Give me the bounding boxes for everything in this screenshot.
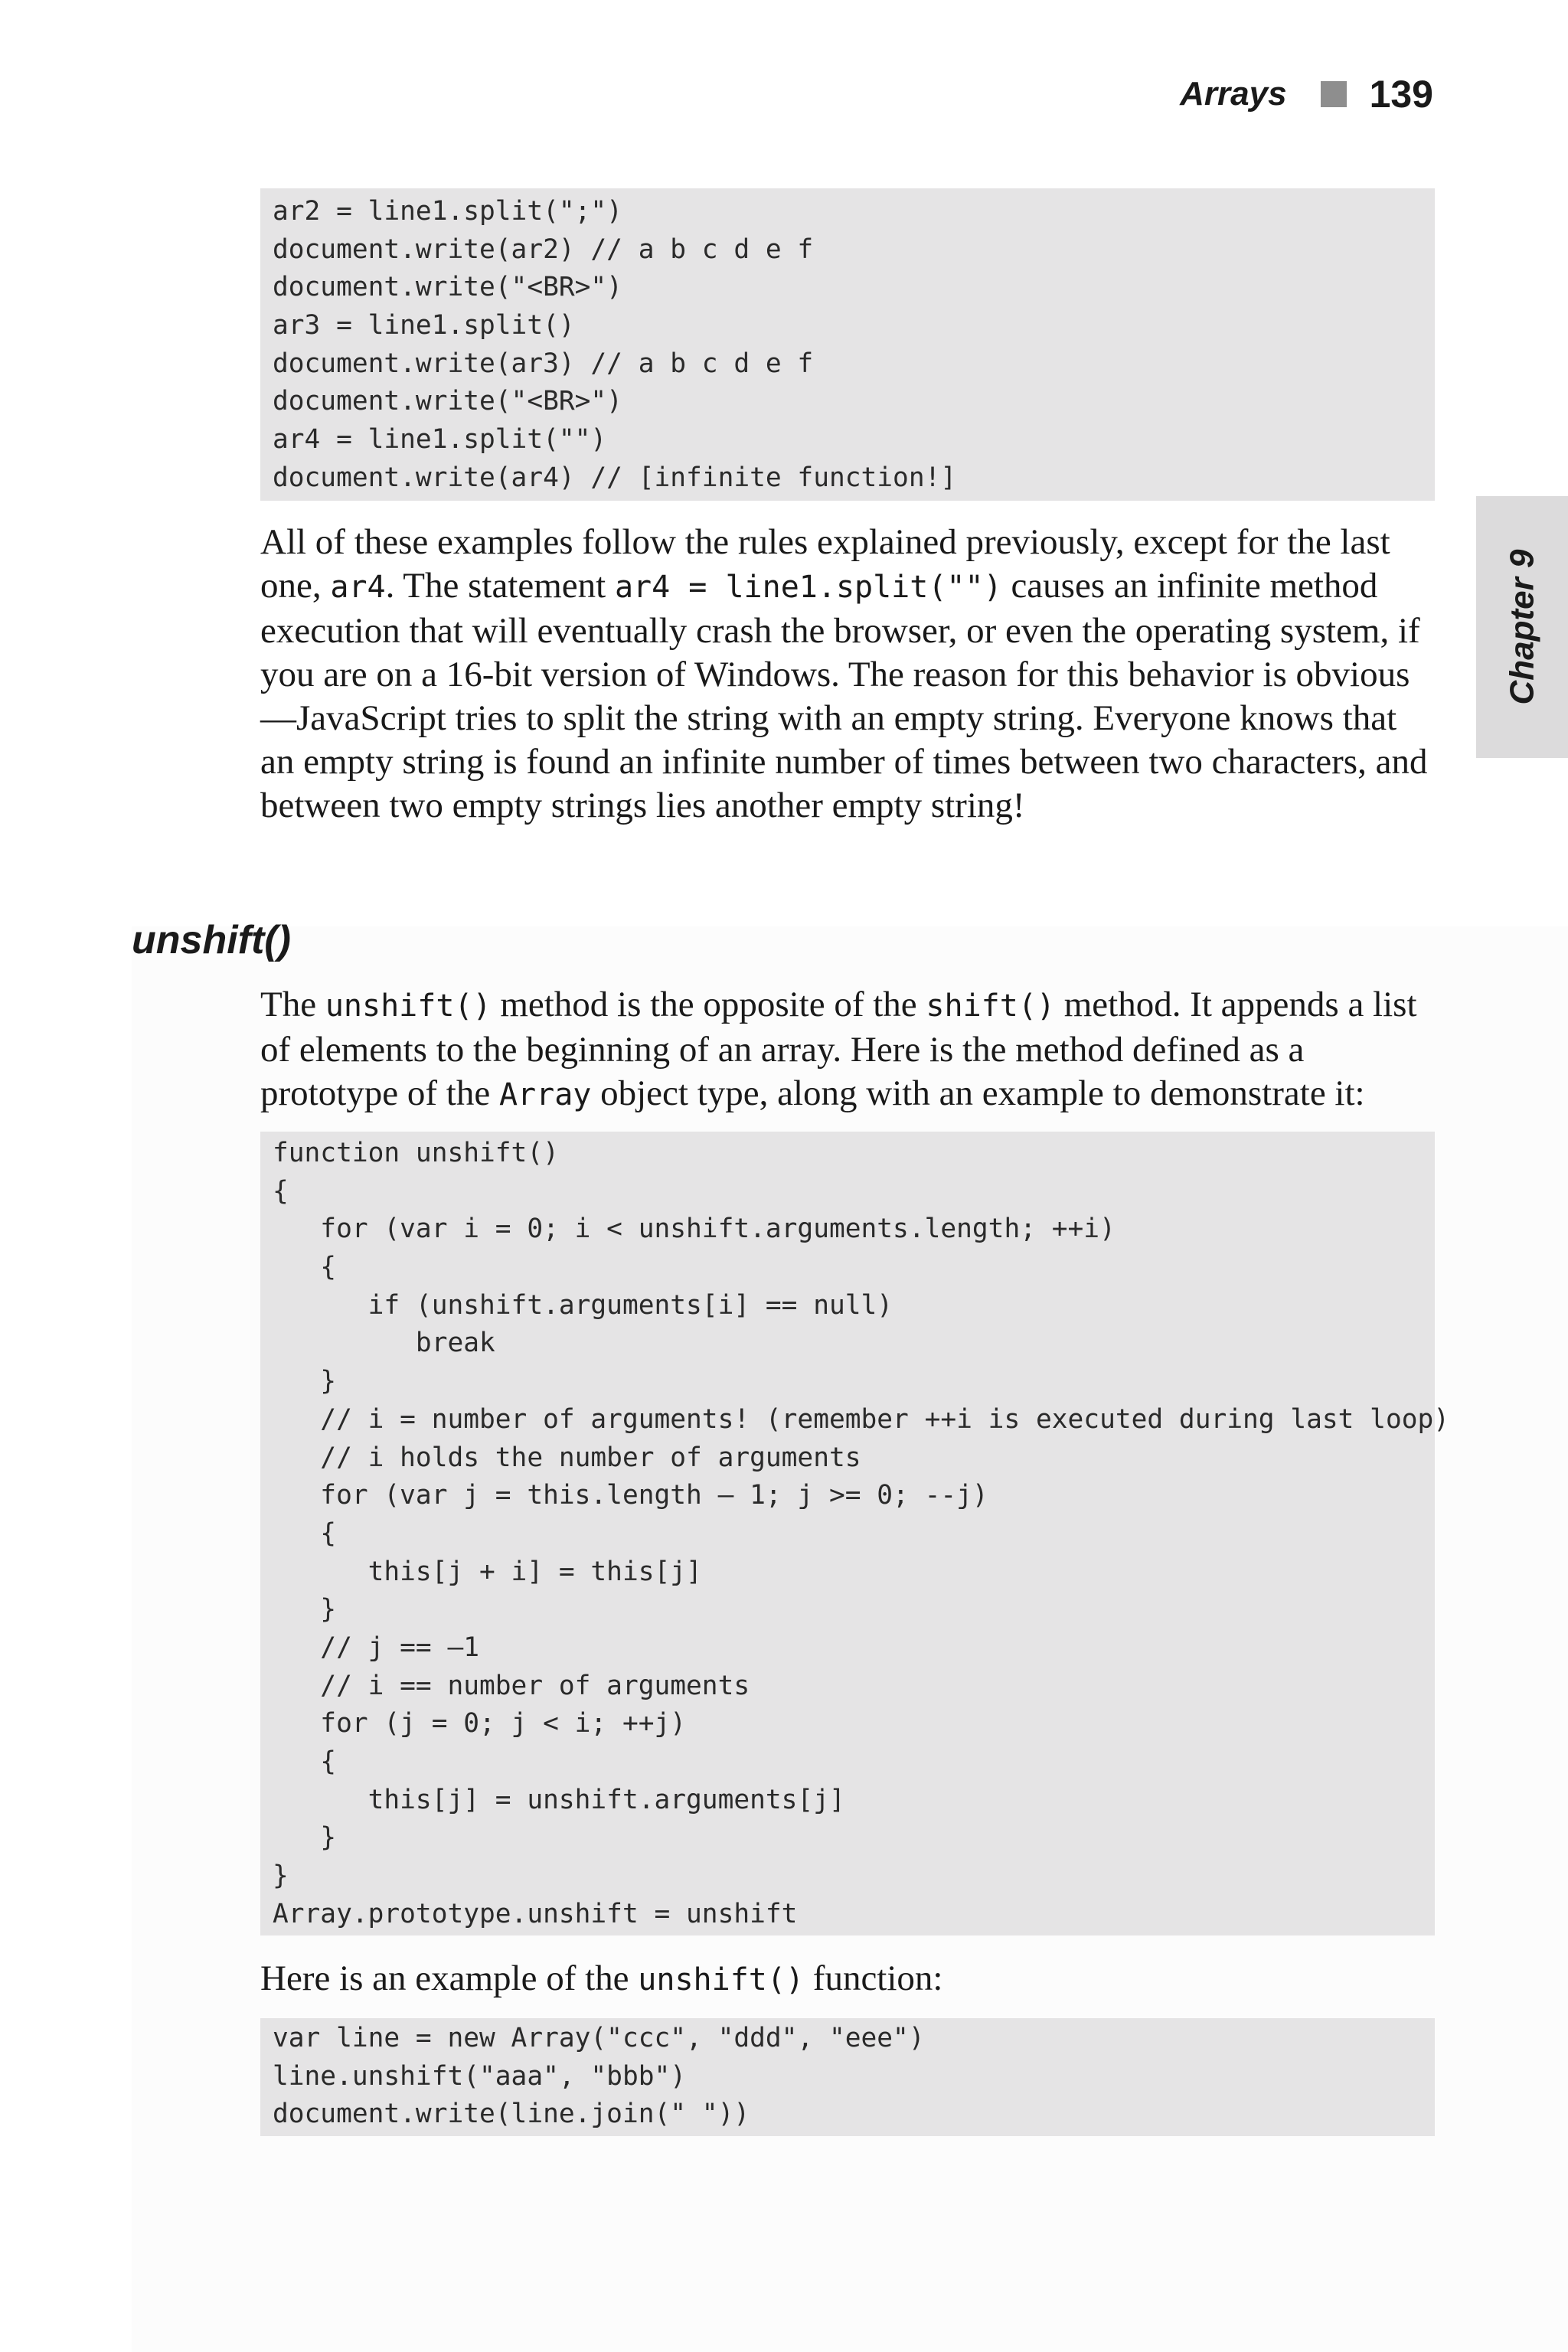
paragraph-unshift-example [260,1957,1435,2002]
code-line: { [273,1517,337,1549]
code-block-split-examples [260,188,1435,501]
code-line: var line = new Array("ccc", "ddd", "eee") [273,2023,925,2053]
code-line: // i = number of arguments! (remember ++i is executed during last loop) [273,1403,1450,1435]
inline-code: unshift() [638,1962,805,1998]
page-number: 139 [1369,73,1433,116]
running-head [1133,67,1433,121]
code-line: document.write(line.join(" ")) [273,2099,750,2130]
paragraph-text: causes an infinite method execution that will eventually crash the browser, or even the operating system, if you are on a 16-bit version of Windows. The reason for this behavior is obvious—JavaScript tries to split the string with an empty string. Everyone knows that an empty string is found an infinite number of times between two characters, and between two empty strings lies another empty string! [260,566,1428,825]
code-line: this[j] = unshift.arguments[j] [273,1784,845,1815]
paragraph-text: method. It appends a list of elements to the beginning of an array. Here is the method defined as a prototype of the [260,985,1417,1113]
inline-code: ar4 = line1.split("") [614,570,1002,605]
code-line: this[j + i] = this[j] [273,1556,702,1587]
code-line: } [273,1860,289,1892]
code-line: ar2 = line1.split(";") [273,196,622,227]
paragraph-text: . The statement [385,566,615,606]
code-line: } [273,1594,337,1625]
running-head-title: Arrays [1180,75,1287,113]
code-line: { [273,1175,289,1207]
code-line: { [273,1252,337,1283]
paragraph-text: object type, along with an example to demonstrate it: [591,1073,1365,1113]
code-block-unshift-usage [260,2018,1435,2136]
code-line: document.write(ar2) // a b c d e f [273,234,814,265]
code-line: line.unshift("aaa", "bbb") [273,2060,687,2092]
code-line: for (var j = this.length – 1; j >= 0; --j) [273,1480,988,1511]
code-line: } [273,1822,337,1854]
chapter-tab-label: Chapter 9 [1503,549,1541,705]
inline-code: shift() [926,988,1055,1024]
paragraph-text: All of these examples follow the rules explained previously, except for the last one, [260,522,1390,606]
code-line: break [273,1328,495,1359]
code-line: ar3 = line1.split() [273,310,575,341]
code-line: { [273,1746,337,1777]
code-line: // j == –1 [273,1632,480,1663]
inline-code: Array [498,1077,592,1112]
code-line: Array.prototype.unshift = unshift [273,1898,798,1929]
code-line: function unshift() [273,1138,559,1168]
code-line: // i == number of arguments [273,1670,750,1701]
code-line: for (var i = 0; i < unshift.arguments.length; ++i) [273,1214,1116,1245]
paragraph-text: function: [804,1958,943,1998]
paragraph-split-explanation [260,521,1435,828]
paragraph-text: The [260,985,325,1024]
inline-code: unshift() [325,988,492,1024]
code-line: for (j = 0; j < i; ++j) [273,1708,687,1740]
code-line: if (unshift.arguments[i] == null) [273,1289,893,1321]
code-block-unshift-definition [260,1132,1450,1936]
code-line: // i holds the number of arguments [273,1442,861,1473]
chapter-tab [1476,496,1568,758]
paragraph-text: Here is an example of the [260,1958,639,1998]
paragraph-unshift-intro [260,983,1435,1117]
code-line: } [273,1366,337,1397]
inline-code: ar4 [330,570,386,605]
code-line: ar4 = line1.split("") [273,424,607,456]
running-head-square-icon [1321,81,1347,107]
section-heading: unshift() [132,918,291,962]
code-line: document.write(ar3) // a b c d e f [273,348,814,379]
code-line: document.write("<BR>") [273,272,622,303]
paragraph-text: method is the opposite of the [491,985,926,1024]
code-line: document.write("<BR>") [273,386,622,417]
code-line: document.write(ar4) // [infinite function!] [273,462,957,493]
